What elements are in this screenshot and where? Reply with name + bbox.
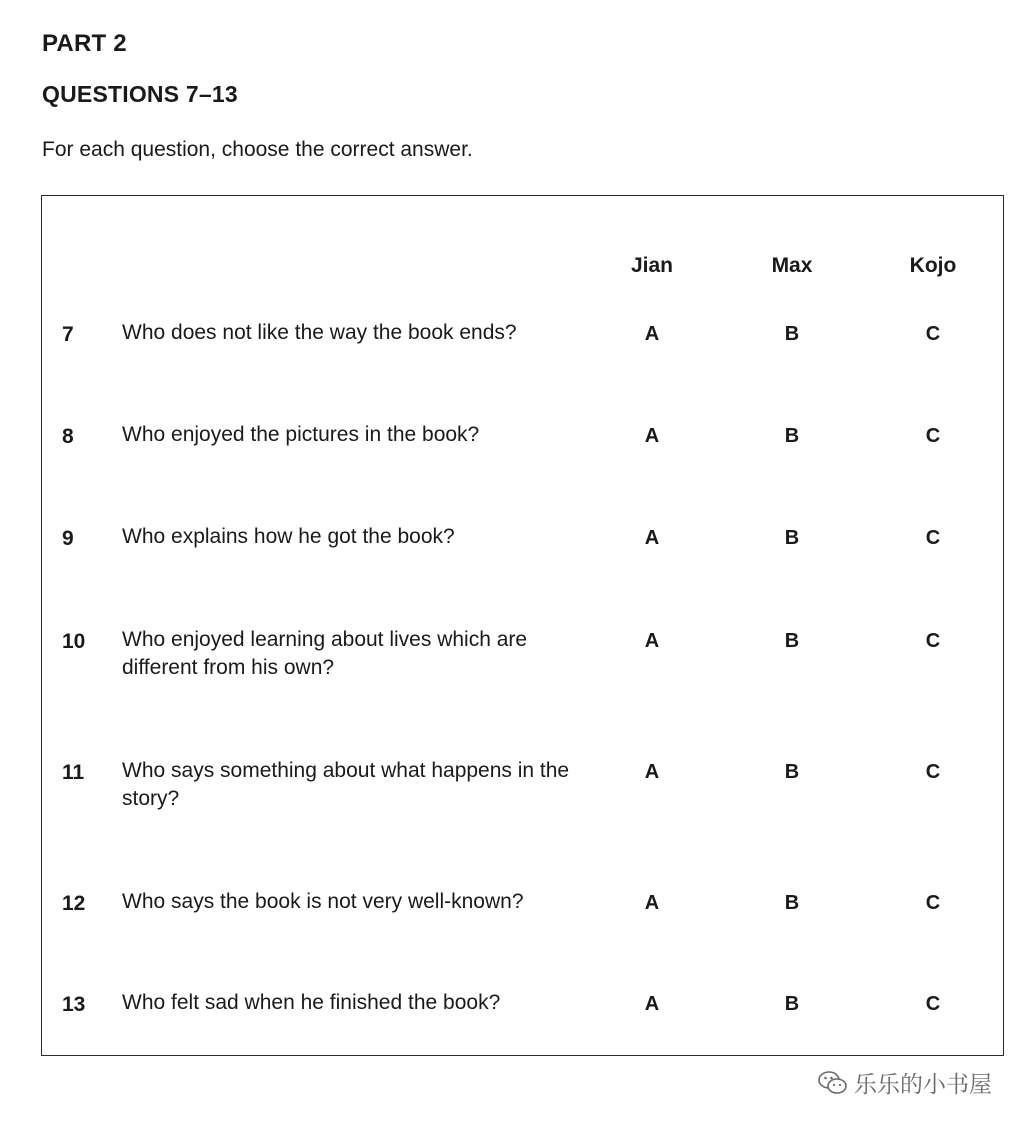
option-c[interactable]: C	[925, 425, 941, 447]
option-b[interactable]: B	[784, 323, 800, 345]
column-header-jian: Jian	[630, 254, 674, 277]
option-a[interactable]: A	[644, 527, 660, 549]
option-c[interactable]: C	[925, 993, 941, 1015]
option-b[interactable]: B	[784, 892, 800, 914]
option-b[interactable]: B	[784, 761, 800, 783]
option-a[interactable]: A	[644, 323, 660, 345]
column-header-max: Max	[771, 254, 813, 277]
option-a[interactable]: A	[644, 993, 660, 1015]
option-a[interactable]: A	[644, 425, 660, 447]
question-text: Who explains how he got the book?	[122, 525, 455, 548]
question-text: Who felt sad when he finished the book?	[122, 991, 501, 1014]
question-row-10	[42, 630, 1003, 690]
option-b[interactable]: B	[784, 630, 800, 652]
option-c[interactable]: C	[925, 892, 941, 914]
questions-range: QUESTIONS 7–13	[42, 81, 238, 107]
option-a[interactable]: A	[644, 630, 660, 652]
question-number: 7	[62, 323, 74, 346]
option-b[interactable]: B	[784, 527, 800, 549]
option-a[interactable]: A	[644, 761, 660, 783]
instruction-text: For each question, choose the correct answer.	[42, 138, 473, 161]
question-text: Who enjoyed learning about lives which are different from his own?	[122, 628, 528, 679]
question-number: 11	[62, 761, 85, 784]
question-box	[41, 195, 1004, 1056]
question-text: Who says the book is not very well-known?	[122, 890, 524, 913]
question-text: Who enjoyed the pictures in the book?	[122, 423, 480, 446]
question-text: Who says something about what happens in the story?	[122, 759, 570, 810]
option-b[interactable]: B	[784, 993, 800, 1015]
question-row-13	[42, 993, 1003, 1053]
question-row-11	[42, 761, 1003, 821]
option-c[interactable]: C	[925, 527, 941, 549]
question-row-9	[42, 527, 1003, 587]
question-number: 8	[62, 425, 74, 448]
option-b[interactable]: B	[784, 425, 800, 447]
question-row-7	[42, 323, 1003, 383]
question-number: 9	[62, 527, 74, 550]
watermark-text: 乐乐的小书屋	[854, 1071, 992, 1097]
question-number: 13	[62, 993, 86, 1016]
question-number: 10	[62, 630, 86, 653]
question-text: Who does not like the way the book ends?	[122, 321, 517, 344]
option-c[interactable]: C	[925, 630, 941, 652]
option-c[interactable]: C	[925, 761, 941, 783]
option-c[interactable]: C	[925, 323, 941, 345]
part-title: PART 2	[42, 30, 127, 57]
question-row-12	[42, 892, 1003, 952]
column-header-kojo: Kojo	[909, 254, 957, 277]
question-number: 12	[62, 892, 86, 915]
question-row-8	[42, 425, 1003, 485]
option-a[interactable]: A	[644, 892, 660, 914]
wechat-icon	[818, 1070, 848, 1096]
watermark	[818, 1066, 992, 1099]
